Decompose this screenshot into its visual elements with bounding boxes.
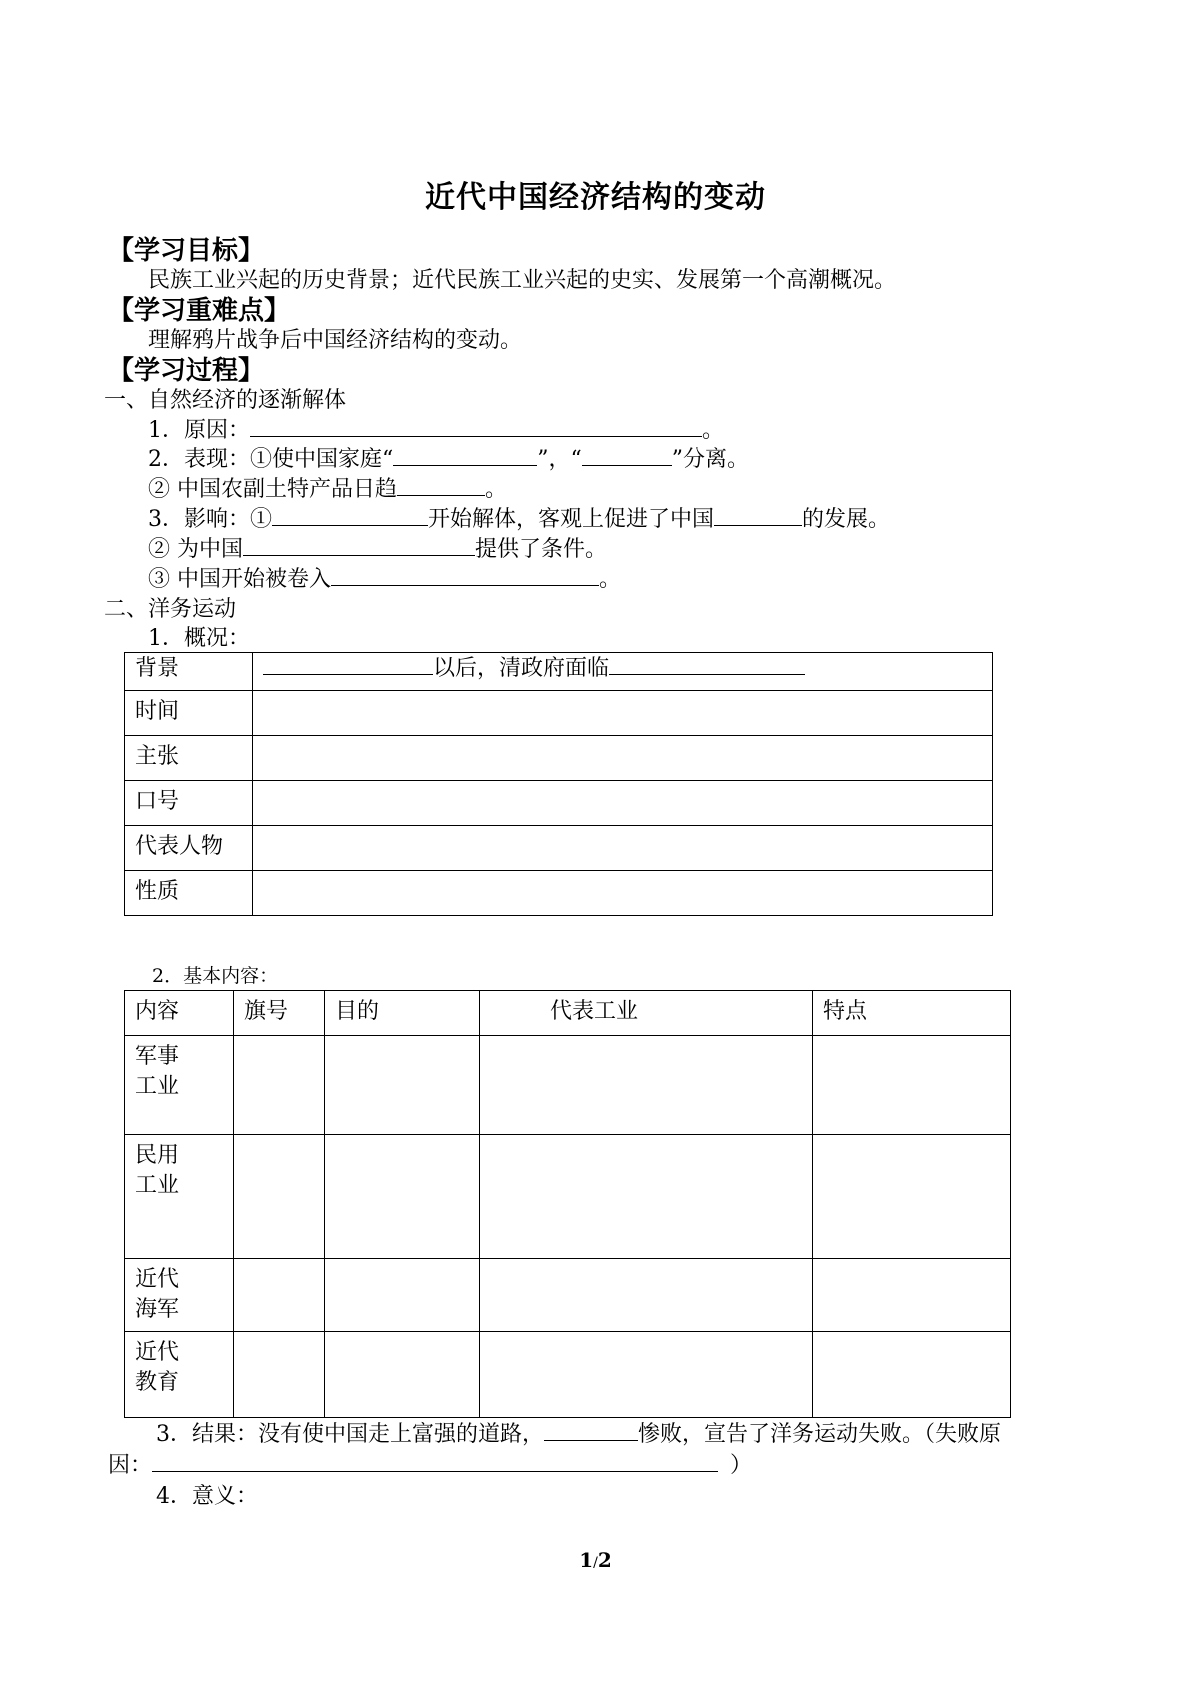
result-blank-2[interactable] bbox=[152, 1451, 718, 1472]
table-cell[interactable] bbox=[234, 1259, 325, 1332]
overview-cell[interactable] bbox=[253, 826, 993, 871]
q3-blank-4[interactable] bbox=[331, 565, 599, 586]
table-cell[interactable] bbox=[325, 1332, 480, 1418]
header-cell: 代表工业 bbox=[480, 991, 813, 1036]
process-heading: 【学习过程】 bbox=[108, 356, 265, 386]
overview-row bbox=[125, 826, 993, 871]
q1-label: 1．原因： bbox=[148, 418, 250, 443]
table-cell[interactable] bbox=[325, 1259, 480, 1332]
overview-table bbox=[124, 652, 993, 916]
q3-blank-3[interactable] bbox=[243, 535, 475, 556]
overview-row bbox=[125, 871, 993, 916]
overview-cell[interactable] bbox=[253, 781, 993, 826]
row-label: 民用 工业 bbox=[125, 1135, 234, 1259]
overview-background-cell[interactable]: 以后，清政府面临 bbox=[253, 653, 993, 691]
table-cell[interactable] bbox=[234, 1332, 325, 1418]
q2-blank-3[interactable] bbox=[397, 475, 485, 496]
table-cell[interactable] bbox=[813, 1332, 1011, 1418]
basic-row bbox=[125, 1332, 1011, 1418]
overview-row bbox=[125, 691, 993, 736]
table-cell[interactable] bbox=[234, 1135, 325, 1259]
meaning-label: 4．意义： bbox=[156, 1484, 258, 1509]
overview-cell[interactable] bbox=[253, 736, 993, 781]
table-cell[interactable] bbox=[480, 1036, 813, 1135]
basic-row bbox=[125, 1036, 1011, 1135]
table-cell[interactable] bbox=[234, 1036, 325, 1135]
result-line2: 因： ） bbox=[108, 1453, 753, 1478]
key-text: 理解鸦片战争后中国经济结构的变动。 bbox=[148, 328, 523, 353]
table-cell[interactable] bbox=[325, 1135, 480, 1259]
overview-row-label: 性质 bbox=[125, 871, 253, 916]
table-cell[interactable] bbox=[813, 1135, 1011, 1259]
overview-row-label: 口号 bbox=[125, 781, 253, 826]
goal-text: 民族工业兴起的历史背景；近代民族工业兴起的史实、发展第一个高潮概况。 bbox=[148, 268, 897, 293]
document-title: 近代中国经济结构的变动 bbox=[425, 180, 766, 215]
q1-blank[interactable] bbox=[250, 416, 702, 437]
part1-q2-line2: ② 中国农副土特产品日趋 。 bbox=[148, 477, 508, 502]
q3-blank-2[interactable] bbox=[714, 505, 802, 526]
table-cell[interactable] bbox=[480, 1135, 813, 1259]
part1-title: 一、自然经济的逐渐解体 bbox=[104, 388, 347, 413]
part1-q3: 3．影响：① 开始解体，客观上促进了中国 的发展。 bbox=[148, 507, 891, 532]
table-cell[interactable] bbox=[813, 1036, 1011, 1135]
page-number: 1/2 bbox=[579, 1548, 612, 1572]
overview-row bbox=[125, 781, 993, 826]
key-heading: 【学习重难点】 bbox=[108, 296, 291, 326]
goal-heading: 【学习目标】 bbox=[108, 236, 265, 266]
result-line: 3．结果：没有使中国走上富强的道路， 惨败，宣告了洋务运动失败。（失败原 bbox=[156, 1422, 1002, 1447]
result-blank-1[interactable] bbox=[544, 1420, 638, 1441]
q3-blank-1[interactable] bbox=[272, 505, 428, 526]
overview-row-label: 代表人物 bbox=[125, 826, 253, 871]
overview-cell[interactable] bbox=[253, 691, 993, 736]
part1-q1: 1．原因： 。 bbox=[148, 418, 725, 443]
header-cell: 旗号 bbox=[234, 991, 325, 1036]
header-cell: 内容 bbox=[125, 991, 234, 1036]
overview-row-label: 背景 bbox=[125, 653, 253, 691]
basic-row bbox=[125, 1135, 1011, 1259]
table-cell[interactable] bbox=[480, 1332, 813, 1418]
basic-row bbox=[125, 1259, 1011, 1332]
table-cell[interactable] bbox=[813, 1259, 1011, 1332]
part1-q3-line2: ② 为中国 提供了条件。 bbox=[148, 537, 608, 562]
overview-row bbox=[125, 736, 993, 781]
part1-q2: 2．表现：①使中国家庭“ ”，“ ”分离。 bbox=[148, 447, 749, 472]
table-cell[interactable] bbox=[480, 1259, 813, 1332]
overview-label: 1．概况： bbox=[148, 626, 250, 651]
basic-label: 2．基本内容： bbox=[152, 965, 279, 987]
part2-title: 二、洋务运动 bbox=[104, 597, 237, 622]
row-label: 近代 教育 bbox=[125, 1332, 234, 1418]
overview-row bbox=[125, 653, 993, 691]
row-label: 近代 海军 bbox=[125, 1259, 234, 1332]
row-label: 军事 工业 bbox=[125, 1036, 234, 1135]
table-cell[interactable] bbox=[325, 1036, 480, 1135]
overview-row-label: 时间 bbox=[125, 691, 253, 736]
q2-blank-2[interactable] bbox=[582, 445, 672, 466]
q2-blank-1[interactable] bbox=[393, 445, 537, 466]
basic-content-table bbox=[124, 990, 1011, 1418]
basic-header-row bbox=[125, 991, 1011, 1036]
header-cell: 目的 bbox=[325, 991, 480, 1036]
overview-row-label: 主张 bbox=[125, 736, 253, 781]
header-cell: 特点 bbox=[813, 991, 1011, 1036]
overview-cell[interactable] bbox=[253, 871, 993, 916]
part1-q3-line3: ③ 中国开始被卷入 。 bbox=[148, 567, 622, 592]
